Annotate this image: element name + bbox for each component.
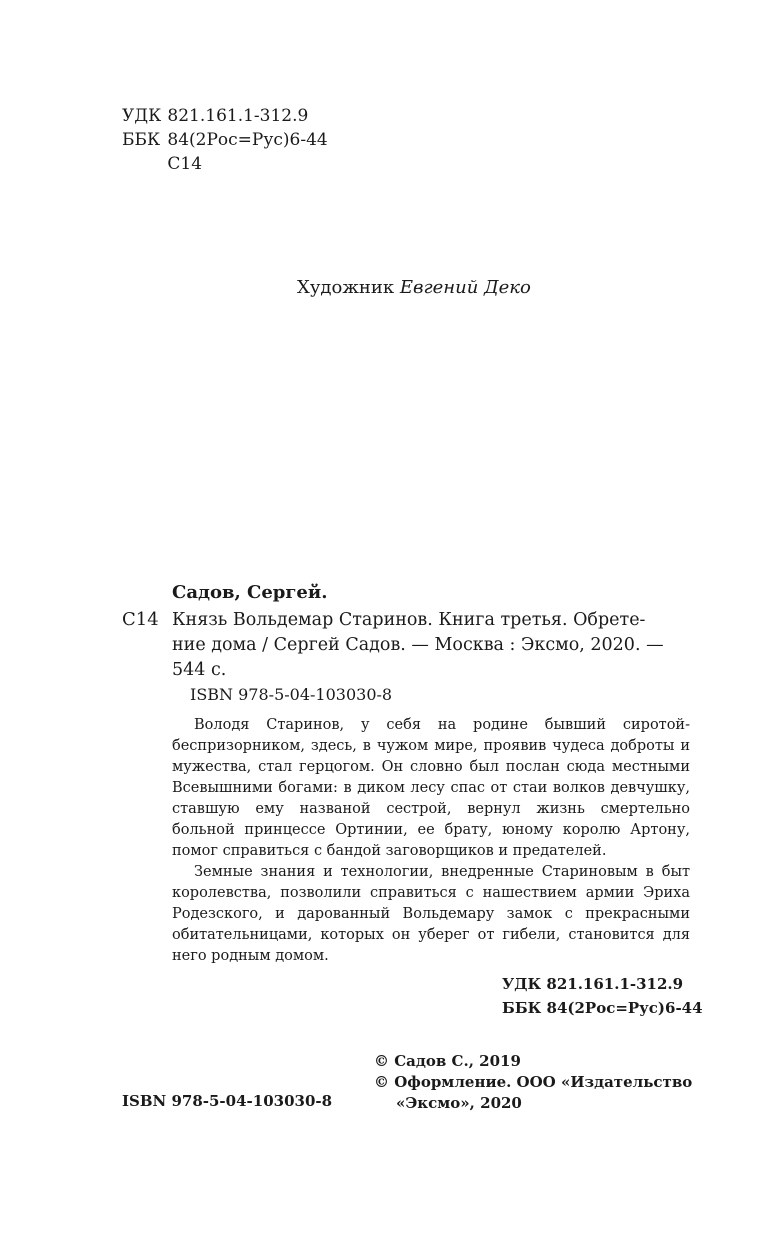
bibliography-line: Князь Вольдемар Старинов. Книга третья. Обрете- <box>172 610 646 630</box>
udk-label: УДК <box>122 106 162 126</box>
top-classification-block <box>122 104 328 176</box>
bibliography-description <box>172 608 692 683</box>
annotation-paragraph: Земные знания и технологии, внедренные Стариновым в быт королевства, позволили справиться с нашествием армии Эриха Родезского, и дарованный Вольдемару замок с прекрасными обитательницами, которых он уберег от гибели, становится для него родным домом. <box>172 864 690 964</box>
author-mark-row <box>122 152 328 176</box>
bibliography-author: Садов, Сергей. <box>172 582 328 603</box>
udk-row <box>122 104 328 128</box>
bibliography-line: 544 с. <box>172 660 227 680</box>
bottom-udk: УДК 821.161.1-312.9 <box>502 975 684 993</box>
bottom-bbk: ББК 84(2Рос=Рус)6-44 <box>502 999 703 1017</box>
copyright-line: © Садов С., 2019 <box>374 1052 521 1070</box>
artist-credit <box>297 277 531 298</box>
artist-name: Евгений Деко <box>399 277 531 298</box>
bibliography-line: ние дома / Сергей Садов. — Москва : Эксмо, 2020. — <box>172 635 664 655</box>
bottom-classification <box>502 972 703 1020</box>
copyright-block <box>374 1051 692 1114</box>
bbk-value: 84(2Рос=Рус)6-44 <box>167 130 328 150</box>
isbn-line: ISBN 978-5-04-103030-8 <box>190 685 393 704</box>
annotation-paragraph: Володя Старинов, у себя на родине бывший сиротой-беспризорником, здесь, в чужом мире, проявив чудеса доброты и мужества, стал герцогом. Он словно был послан сюда местными Всевышними богами: в диком лесу спас от стаи волков девчушку, ставшую ему названой сестрой, вернул жизнь смертельно больной принцессе Ортинии, ее брату, юному королю Артону, помог справиться с бандой заговорщиков и предателей. <box>172 717 690 859</box>
bibliography-mark: С14 <box>122 609 159 630</box>
copyright-line: © Оформление. ООО «Издательство <box>374 1073 693 1091</box>
annotation <box>172 715 690 967</box>
artist-label: Художник <box>297 277 395 298</box>
udk-value: 821.161.1-312.9 <box>167 106 309 126</box>
bbk-label: ББК <box>122 130 161 150</box>
isbn-bold: ISBN 978-5-04-103030-8 <box>122 1092 333 1110</box>
author-mark: С14 <box>167 154 203 174</box>
copyright-line: «Эксмо», 2020 <box>396 1094 522 1112</box>
bbk-row <box>122 128 328 152</box>
